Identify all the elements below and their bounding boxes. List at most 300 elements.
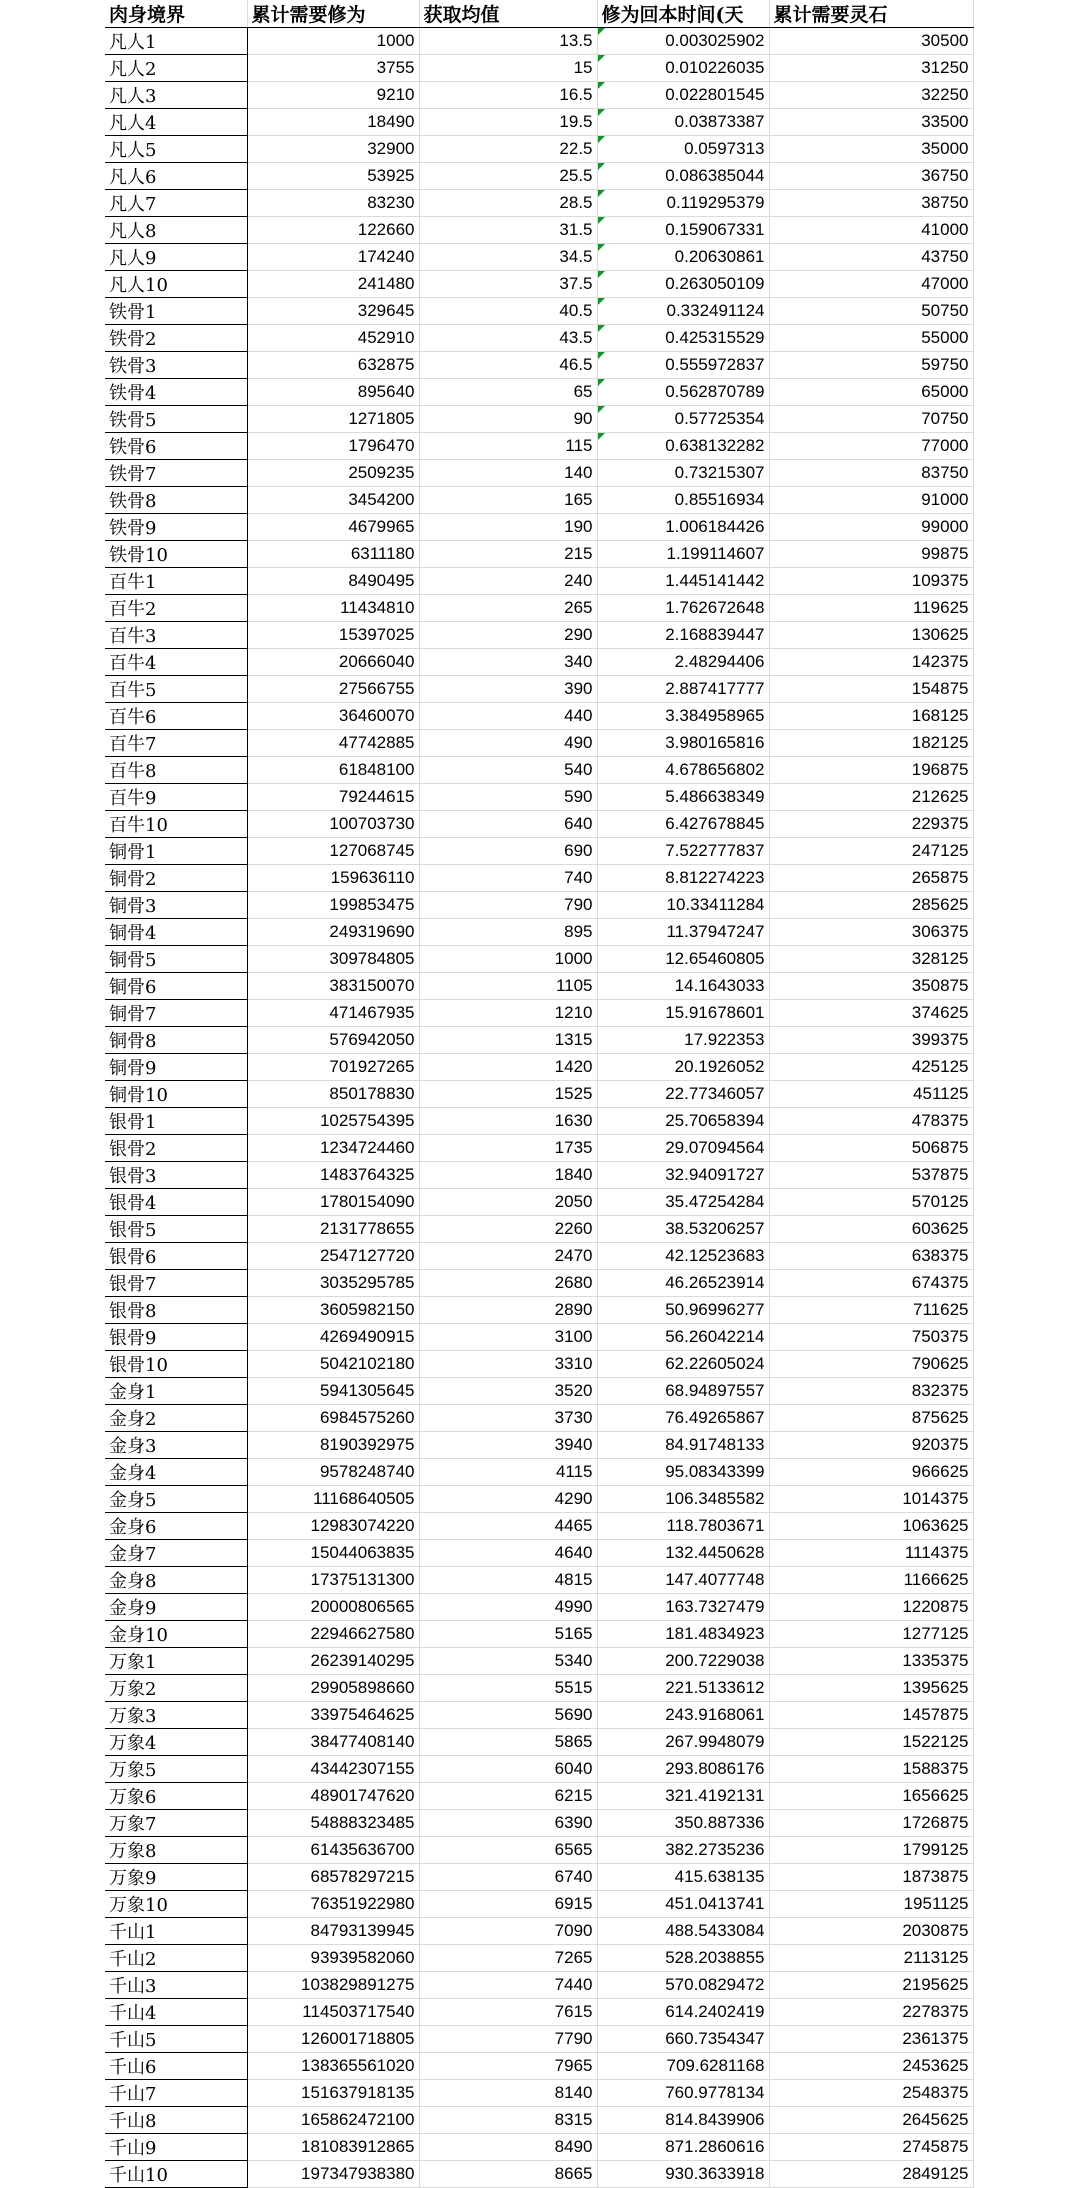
- cell-total-cultivation[interactable]: 3454200: [247, 487, 419, 514]
- cell-average-gain[interactable]: 8140: [419, 2080, 597, 2107]
- cell-payback-days[interactable]: 930.3633918: [597, 2161, 769, 2188]
- cell-payback-days[interactable]: 95.08343399: [597, 1459, 769, 1486]
- cell-total-cultivation[interactable]: 309784805: [247, 946, 419, 973]
- cell-realm[interactable]: 金身2: [105, 1405, 247, 1432]
- cell-payback-days[interactable]: 8.812274223: [597, 865, 769, 892]
- cell-average-gain[interactable]: 4290: [419, 1486, 597, 1513]
- cell-payback-days[interactable]: 50.96996277: [597, 1297, 769, 1324]
- cell-total-cultivation[interactable]: 32900: [247, 136, 419, 163]
- cell-payback-days[interactable]: 0.20630861: [597, 244, 769, 271]
- cell-average-gain[interactable]: 1420: [419, 1054, 597, 1081]
- cell-average-gain[interactable]: 4640: [419, 1540, 597, 1567]
- header-total-cultivation[interactable]: 累计需要修为: [247, 0, 419, 28]
- cell-total-cultivation[interactable]: 471467935: [247, 1000, 419, 1027]
- cell-average-gain[interactable]: 6390: [419, 1810, 597, 1837]
- cell-realm[interactable]: 万象2: [105, 1675, 247, 1702]
- cell-total-cultivation[interactable]: 33975464625: [247, 1702, 419, 1729]
- cell-average-gain[interactable]: 2680: [419, 1270, 597, 1297]
- cell-payback-days[interactable]: 3.384958965: [597, 703, 769, 730]
- cell-total-spirit-stones[interactable]: 2030875: [769, 1918, 973, 1945]
- cell-total-spirit-stones[interactable]: 35000: [769, 136, 973, 163]
- cell-payback-days[interactable]: 2.48294406: [597, 649, 769, 676]
- cell-realm[interactable]: 凡人8: [105, 217, 247, 244]
- cell-realm[interactable]: 银骨1: [105, 1108, 247, 1135]
- cell-realm[interactable]: 铜骨6: [105, 973, 247, 1000]
- cell-total-cultivation[interactable]: 15397025: [247, 622, 419, 649]
- cell-payback-days[interactable]: 614.2402419: [597, 1999, 769, 2026]
- cell-average-gain[interactable]: 2890: [419, 1297, 597, 1324]
- cell-total-cultivation[interactable]: 29905898660: [247, 1675, 419, 1702]
- cell-average-gain[interactable]: 5690: [419, 1702, 597, 1729]
- cell-total-cultivation[interactable]: 1483764325: [247, 1162, 419, 1189]
- cell-realm[interactable]: 千山4: [105, 1999, 247, 2026]
- cell-average-gain[interactable]: 34.5: [419, 244, 597, 271]
- cell-total-spirit-stones[interactable]: 1522125: [769, 1729, 973, 1756]
- cell-average-gain[interactable]: 640: [419, 811, 597, 838]
- cell-payback-days[interactable]: 814.8439906: [597, 2107, 769, 2134]
- cell-total-spirit-stones[interactable]: 374625: [769, 1000, 973, 1027]
- cell-total-cultivation[interactable]: 18490: [247, 109, 419, 136]
- cell-realm[interactable]: 百牛1: [105, 568, 247, 595]
- cell-payback-days[interactable]: 14.1643033: [597, 973, 769, 1000]
- cell-payback-days[interactable]: 84.91748133: [597, 1432, 769, 1459]
- cell-payback-days[interactable]: 38.53206257: [597, 1216, 769, 1243]
- cell-total-spirit-stones[interactable]: 130625: [769, 622, 973, 649]
- cell-realm[interactable]: 银骨6: [105, 1243, 247, 1270]
- cell-payback-days[interactable]: 0.03873387: [597, 109, 769, 136]
- cell-payback-days[interactable]: 12.65460805: [597, 946, 769, 973]
- cell-realm[interactable]: 万象8: [105, 1837, 247, 1864]
- cell-total-spirit-stones[interactable]: 1588375: [769, 1756, 973, 1783]
- cell-realm[interactable]: 百牛2: [105, 595, 247, 622]
- cell-average-gain[interactable]: 165: [419, 487, 597, 514]
- cell-average-gain[interactable]: 46.5: [419, 352, 597, 379]
- cell-payback-days[interactable]: 1.006184426: [597, 514, 769, 541]
- cell-average-gain[interactable]: 2470: [419, 1243, 597, 1270]
- cell-payback-days[interactable]: 0.022801545: [597, 82, 769, 109]
- cell-payback-days[interactable]: 1.199114607: [597, 541, 769, 568]
- cell-average-gain[interactable]: 740: [419, 865, 597, 892]
- cell-average-gain[interactable]: 7965: [419, 2053, 597, 2080]
- cell-payback-days[interactable]: 0.555972837: [597, 352, 769, 379]
- cell-total-spirit-stones[interactable]: 168125: [769, 703, 973, 730]
- cell-realm[interactable]: 银骨8: [105, 1297, 247, 1324]
- cell-realm[interactable]: 铜骨4: [105, 919, 247, 946]
- cell-total-cultivation[interactable]: 632875: [247, 352, 419, 379]
- cell-total-cultivation[interactable]: 83230: [247, 190, 419, 217]
- cell-payback-days[interactable]: 25.70658394: [597, 1108, 769, 1135]
- cell-total-spirit-stones[interactable]: 1656625: [769, 1783, 973, 1810]
- cell-total-spirit-stones[interactable]: 2548375: [769, 2080, 973, 2107]
- cell-realm[interactable]: 铜骨10: [105, 1081, 247, 1108]
- cell-realm[interactable]: 凡人1: [105, 28, 247, 55]
- header-realm[interactable]: 肉身境界: [105, 0, 247, 28]
- cell-average-gain[interactable]: 790: [419, 892, 597, 919]
- cell-average-gain[interactable]: 190: [419, 514, 597, 541]
- cell-total-spirit-stones[interactable]: 33500: [769, 109, 973, 136]
- cell-average-gain[interactable]: 1315: [419, 1027, 597, 1054]
- cell-total-cultivation[interactable]: 12983074220: [247, 1513, 419, 1540]
- cell-total-cultivation[interactable]: 61848100: [247, 757, 419, 784]
- cell-average-gain[interactable]: 240: [419, 568, 597, 595]
- cell-payback-days[interactable]: 0.85516934: [597, 487, 769, 514]
- cell-average-gain[interactable]: 5165: [419, 1621, 597, 1648]
- cell-payback-days[interactable]: 321.4192131: [597, 1783, 769, 1810]
- cell-total-spirit-stones[interactable]: 875625: [769, 1405, 973, 1432]
- cell-total-spirit-stones[interactable]: 99875: [769, 541, 973, 568]
- cell-average-gain[interactable]: 3730: [419, 1405, 597, 1432]
- cell-payback-days[interactable]: 350.887336: [597, 1810, 769, 1837]
- cell-average-gain[interactable]: 540: [419, 757, 597, 784]
- cell-average-gain[interactable]: 6565: [419, 1837, 597, 1864]
- cell-total-cultivation[interactable]: 17375131300: [247, 1567, 419, 1594]
- cell-realm[interactable]: 铁骨7: [105, 460, 247, 487]
- cell-total-spirit-stones[interactable]: 47000: [769, 271, 973, 298]
- cell-payback-days[interactable]: 15.91678601: [597, 1000, 769, 1027]
- cell-average-gain[interactable]: 895: [419, 919, 597, 946]
- cell-realm[interactable]: 铜骨9: [105, 1054, 247, 1081]
- cell-total-cultivation[interactable]: 159636110: [247, 865, 419, 892]
- cell-payback-days[interactable]: 6.427678845: [597, 811, 769, 838]
- cell-total-cultivation[interactable]: 4679965: [247, 514, 419, 541]
- cell-total-cultivation[interactable]: 1780154090: [247, 1189, 419, 1216]
- cell-total-cultivation[interactable]: 15044063835: [247, 1540, 419, 1567]
- cell-total-cultivation[interactable]: 5042102180: [247, 1351, 419, 1378]
- cell-average-gain[interactable]: 590: [419, 784, 597, 811]
- cell-payback-days[interactable]: 528.2038855: [597, 1945, 769, 1972]
- cell-payback-days[interactable]: 0.086385044: [597, 163, 769, 190]
- cell-total-cultivation[interactable]: 8490495: [247, 568, 419, 595]
- cell-realm[interactable]: 凡人3: [105, 82, 247, 109]
- cell-realm[interactable]: 百牛9: [105, 784, 247, 811]
- cell-realm[interactable]: 金身8: [105, 1567, 247, 1594]
- cell-total-cultivation[interactable]: 6311180: [247, 541, 419, 568]
- cell-total-spirit-stones[interactable]: 638375: [769, 1243, 973, 1270]
- cell-average-gain[interactable]: 4465: [419, 1513, 597, 1540]
- cell-payback-days[interactable]: 451.0413741: [597, 1891, 769, 1918]
- cell-total-cultivation[interactable]: 895640: [247, 379, 419, 406]
- cell-payback-days[interactable]: 42.12523683: [597, 1243, 769, 1270]
- cell-average-gain[interactable]: 40.5: [419, 298, 597, 325]
- cell-total-cultivation[interactable]: 84793139945: [247, 1918, 419, 1945]
- cell-average-gain[interactable]: 440: [419, 703, 597, 730]
- cell-total-cultivation[interactable]: 1234724460: [247, 1135, 419, 1162]
- cell-realm[interactable]: 万象7: [105, 1810, 247, 1837]
- cell-total-spirit-stones[interactable]: 750375: [769, 1324, 973, 1351]
- cell-average-gain[interactable]: 115: [419, 433, 597, 460]
- cell-realm[interactable]: 银骨5: [105, 1216, 247, 1243]
- cell-total-cultivation[interactable]: 138365561020: [247, 2053, 419, 2080]
- cell-total-cultivation[interactable]: 126001718805: [247, 2026, 419, 2053]
- cell-total-spirit-stones[interactable]: 77000: [769, 433, 973, 460]
- cell-payback-days[interactable]: 22.77346057: [597, 1081, 769, 1108]
- cell-total-spirit-stones[interactable]: 2745875: [769, 2134, 973, 2161]
- cell-payback-days[interactable]: 3.980165816: [597, 730, 769, 757]
- cell-total-cultivation[interactable]: 103829891275: [247, 1972, 419, 1999]
- cell-realm[interactable]: 铁骨8: [105, 487, 247, 514]
- cell-total-spirit-stones[interactable]: 920375: [769, 1432, 973, 1459]
- cell-average-gain[interactable]: 6915: [419, 1891, 597, 1918]
- cell-average-gain[interactable]: 1735: [419, 1135, 597, 1162]
- cell-total-spirit-stones[interactable]: 247125: [769, 838, 973, 865]
- cell-realm[interactable]: 金身7: [105, 1540, 247, 1567]
- cell-average-gain[interactable]: 2260: [419, 1216, 597, 1243]
- cell-realm[interactable]: 百牛4: [105, 649, 247, 676]
- cell-payback-days[interactable]: 0.003025902: [597, 28, 769, 55]
- cell-payback-days[interactable]: 267.9948079: [597, 1729, 769, 1756]
- cell-total-cultivation[interactable]: 36460070: [247, 703, 419, 730]
- cell-total-cultivation[interactable]: 20666040: [247, 649, 419, 676]
- cell-total-cultivation[interactable]: 9210: [247, 82, 419, 109]
- cell-total-cultivation[interactable]: 2509235: [247, 460, 419, 487]
- cell-average-gain[interactable]: 6040: [419, 1756, 597, 1783]
- cell-total-spirit-stones[interactable]: 399375: [769, 1027, 973, 1054]
- cell-average-gain[interactable]: 65: [419, 379, 597, 406]
- cell-total-cultivation[interactable]: 1000: [247, 28, 419, 55]
- cell-total-spirit-stones[interactable]: 70750: [769, 406, 973, 433]
- cell-total-spirit-stones[interactable]: 119625: [769, 595, 973, 622]
- cell-average-gain[interactable]: 43.5: [419, 325, 597, 352]
- cell-realm[interactable]: 银骨4: [105, 1189, 247, 1216]
- cell-realm[interactable]: 金身9: [105, 1594, 247, 1621]
- cell-average-gain[interactable]: 1210: [419, 1000, 597, 1027]
- cell-realm[interactable]: 银骨10: [105, 1351, 247, 1378]
- cell-payback-days[interactable]: 7.522777837: [597, 838, 769, 865]
- cell-payback-days[interactable]: 11.37947247: [597, 919, 769, 946]
- cell-payback-days[interactable]: 0.119295379: [597, 190, 769, 217]
- cell-average-gain[interactable]: 5515: [419, 1675, 597, 1702]
- cell-total-cultivation[interactable]: 2547127720: [247, 1243, 419, 1270]
- cell-average-gain[interactable]: 3940: [419, 1432, 597, 1459]
- cell-payback-days[interactable]: 32.94091727: [597, 1162, 769, 1189]
- cell-total-cultivation[interactable]: 53925: [247, 163, 419, 190]
- cell-realm[interactable]: 凡人5: [105, 136, 247, 163]
- cell-total-cultivation[interactable]: 3755: [247, 55, 419, 82]
- cell-total-spirit-stones[interactable]: 38750: [769, 190, 973, 217]
- cell-realm[interactable]: 百牛5: [105, 676, 247, 703]
- cell-realm[interactable]: 千山10: [105, 2161, 247, 2188]
- cell-average-gain[interactable]: 1840: [419, 1162, 597, 1189]
- cell-payback-days[interactable]: 200.7229038: [597, 1648, 769, 1675]
- cell-average-gain[interactable]: 7440: [419, 1972, 597, 1999]
- cell-total-cultivation[interactable]: 174240: [247, 244, 419, 271]
- cell-total-spirit-stones[interactable]: 1951125: [769, 1891, 973, 1918]
- cell-total-spirit-stones[interactable]: 41000: [769, 217, 973, 244]
- cell-total-spirit-stones[interactable]: 2195625: [769, 1972, 973, 1999]
- cell-total-cultivation[interactable]: 114503717540: [247, 1999, 419, 2026]
- cell-total-spirit-stones[interactable]: 603625: [769, 1216, 973, 1243]
- cell-total-spirit-stones[interactable]: 350875: [769, 973, 973, 1000]
- cell-total-spirit-stones[interactable]: 306375: [769, 919, 973, 946]
- cell-total-cultivation[interactable]: 6984575260: [247, 1405, 419, 1432]
- cell-realm[interactable]: 铁骨10: [105, 541, 247, 568]
- cell-payback-days[interactable]: 4.678656802: [597, 757, 769, 784]
- cell-total-cultivation[interactable]: 54888323485: [247, 1810, 419, 1837]
- cell-payback-days[interactable]: 76.49265867: [597, 1405, 769, 1432]
- cell-total-spirit-stones[interactable]: 31250: [769, 55, 973, 82]
- cell-total-cultivation[interactable]: 127068745: [247, 838, 419, 865]
- cell-total-spirit-stones[interactable]: 1220875: [769, 1594, 973, 1621]
- cell-total-spirit-stones[interactable]: 2645625: [769, 2107, 973, 2134]
- cell-total-spirit-stones[interactable]: 570125: [769, 1189, 973, 1216]
- cell-total-spirit-stones[interactable]: 1063625: [769, 1513, 973, 1540]
- cell-total-cultivation[interactable]: 3035295785: [247, 1270, 419, 1297]
- cell-total-spirit-stones[interactable]: 711625: [769, 1297, 973, 1324]
- cell-payback-days[interactable]: 10.33411284: [597, 892, 769, 919]
- cell-payback-days[interactable]: 56.26042214: [597, 1324, 769, 1351]
- cell-realm[interactable]: 铁骨4: [105, 379, 247, 406]
- cell-payback-days[interactable]: 570.0829472: [597, 1972, 769, 1999]
- cell-total-cultivation[interactable]: 79244615: [247, 784, 419, 811]
- cell-payback-days[interactable]: 181.4834923: [597, 1621, 769, 1648]
- cell-total-spirit-stones[interactable]: 1335375: [769, 1648, 973, 1675]
- cell-total-spirit-stones[interactable]: 1014375: [769, 1486, 973, 1513]
- cell-average-gain[interactable]: 7615: [419, 1999, 597, 2026]
- cell-payback-days[interactable]: 62.22605024: [597, 1351, 769, 1378]
- cell-average-gain[interactable]: 1000: [419, 946, 597, 973]
- cell-total-spirit-stones[interactable]: 154875: [769, 676, 973, 703]
- cell-total-cultivation[interactable]: 249319690: [247, 919, 419, 946]
- cell-total-cultivation[interactable]: 850178830: [247, 1081, 419, 1108]
- cell-total-spirit-stones[interactable]: 478375: [769, 1108, 973, 1135]
- cell-total-spirit-stones[interactable]: 2113125: [769, 1945, 973, 1972]
- cell-total-spirit-stones[interactable]: 674375: [769, 1270, 973, 1297]
- cell-total-spirit-stones[interactable]: 2278375: [769, 1999, 973, 2026]
- cell-average-gain[interactable]: 4115: [419, 1459, 597, 1486]
- cell-realm[interactable]: 铜骨3: [105, 892, 247, 919]
- cell-payback-days[interactable]: 0.638132282: [597, 433, 769, 460]
- cell-realm[interactable]: 万象6: [105, 1783, 247, 1810]
- cell-realm[interactable]: 铜骨8: [105, 1027, 247, 1054]
- cell-average-gain[interactable]: 31.5: [419, 217, 597, 244]
- cell-payback-days[interactable]: 293.8086176: [597, 1756, 769, 1783]
- cell-realm[interactable]: 金身4: [105, 1459, 247, 1486]
- cell-realm[interactable]: 铁骨1: [105, 298, 247, 325]
- cell-average-gain[interactable]: 265: [419, 595, 597, 622]
- cell-total-cultivation[interactable]: 47742885: [247, 730, 419, 757]
- cell-realm[interactable]: 千山3: [105, 1972, 247, 1999]
- cell-payback-days[interactable]: 1.762672648: [597, 595, 769, 622]
- cell-average-gain[interactable]: 8665: [419, 2161, 597, 2188]
- cell-realm[interactable]: 千山2: [105, 1945, 247, 1972]
- cell-total-spirit-stones[interactable]: 32250: [769, 82, 973, 109]
- cell-average-gain[interactable]: 290: [419, 622, 597, 649]
- cell-average-gain[interactable]: 8315: [419, 2107, 597, 2134]
- cell-average-gain[interactable]: 1105: [419, 973, 597, 1000]
- cell-total-cultivation[interactable]: 576942050: [247, 1027, 419, 1054]
- cell-payback-days[interactable]: 35.47254284: [597, 1189, 769, 1216]
- cell-total-cultivation[interactable]: 61435636700: [247, 1837, 419, 1864]
- cell-total-cultivation[interactable]: 181083912865: [247, 2134, 419, 2161]
- cell-total-spirit-stones[interactable]: 1166625: [769, 1567, 973, 1594]
- cell-payback-days[interactable]: 415.638135: [597, 1864, 769, 1891]
- cell-average-gain[interactable]: 3520: [419, 1378, 597, 1405]
- cell-realm[interactable]: 铁骨2: [105, 325, 247, 352]
- cell-total-cultivation[interactable]: 48901747620: [247, 1783, 419, 1810]
- cell-average-gain[interactable]: 7790: [419, 2026, 597, 2053]
- cell-average-gain[interactable]: 340: [419, 649, 597, 676]
- cell-total-cultivation[interactable]: 452910: [247, 325, 419, 352]
- cell-total-cultivation[interactable]: 100703730: [247, 811, 419, 838]
- cell-total-spirit-stones[interactable]: 30500: [769, 28, 973, 55]
- cell-total-spirit-stones[interactable]: 182125: [769, 730, 973, 757]
- cell-realm[interactable]: 银骨2: [105, 1135, 247, 1162]
- cell-average-gain[interactable]: 6215: [419, 1783, 597, 1810]
- cell-realm[interactable]: 凡人6: [105, 163, 247, 190]
- cell-total-cultivation[interactable]: 241480: [247, 271, 419, 298]
- cell-average-gain[interactable]: 690: [419, 838, 597, 865]
- cell-total-cultivation[interactable]: 2131778655: [247, 1216, 419, 1243]
- cell-payback-days[interactable]: 0.562870789: [597, 379, 769, 406]
- cell-average-gain[interactable]: 6740: [419, 1864, 597, 1891]
- cell-total-spirit-stones[interactable]: 36750: [769, 163, 973, 190]
- cell-realm[interactable]: 金身6: [105, 1513, 247, 1540]
- cell-average-gain[interactable]: 390: [419, 676, 597, 703]
- cell-realm[interactable]: 银骨9: [105, 1324, 247, 1351]
- cell-average-gain[interactable]: 3310: [419, 1351, 597, 1378]
- cell-payback-days[interactable]: 0.425315529: [597, 325, 769, 352]
- cell-realm[interactable]: 百牛7: [105, 730, 247, 757]
- cell-total-spirit-stones[interactable]: 2361375: [769, 2026, 973, 2053]
- cell-total-cultivation[interactable]: 1025754395: [247, 1108, 419, 1135]
- cell-realm[interactable]: 铜骨5: [105, 946, 247, 973]
- cell-total-cultivation[interactable]: 122660: [247, 217, 419, 244]
- cell-realm[interactable]: 千山9: [105, 2134, 247, 2161]
- cell-total-spirit-stones[interactable]: 142375: [769, 649, 973, 676]
- cell-total-cultivation[interactable]: 197347938380: [247, 2161, 419, 2188]
- cell-payback-days[interactable]: 132.4450628: [597, 1540, 769, 1567]
- cell-payback-days[interactable]: 1.445141442: [597, 568, 769, 595]
- cell-total-cultivation[interactable]: 76351922980: [247, 1891, 419, 1918]
- cell-realm[interactable]: 凡人10: [105, 271, 247, 298]
- cell-realm[interactable]: 万象10: [105, 1891, 247, 1918]
- cell-realm[interactable]: 万象1: [105, 1648, 247, 1675]
- cell-total-spirit-stones[interactable]: 109375: [769, 568, 973, 595]
- cell-total-cultivation[interactable]: 93939582060: [247, 1945, 419, 1972]
- cell-payback-days[interactable]: 382.2735236: [597, 1837, 769, 1864]
- cell-total-spirit-stones[interactable]: 2849125: [769, 2161, 973, 2188]
- cell-total-spirit-stones[interactable]: 196875: [769, 757, 973, 784]
- cell-total-spirit-stones[interactable]: 451125: [769, 1081, 973, 1108]
- cell-total-cultivation[interactable]: 5941305645: [247, 1378, 419, 1405]
- cell-realm[interactable]: 金身10: [105, 1621, 247, 1648]
- cell-total-cultivation[interactable]: 199853475: [247, 892, 419, 919]
- cell-total-spirit-stones[interactable]: 1726875: [769, 1810, 973, 1837]
- cell-total-spirit-stones[interactable]: 91000: [769, 487, 973, 514]
- cell-total-cultivation[interactable]: 11434810: [247, 595, 419, 622]
- cell-average-gain[interactable]: 7265: [419, 1945, 597, 1972]
- cell-total-spirit-stones[interactable]: 59750: [769, 352, 973, 379]
- cell-payback-days[interactable]: 29.07094564: [597, 1135, 769, 1162]
- cell-payback-days[interactable]: 760.9778134: [597, 2080, 769, 2107]
- cell-total-spirit-stones[interactable]: 1799125: [769, 1837, 973, 1864]
- cell-payback-days[interactable]: 68.94897557: [597, 1378, 769, 1405]
- cell-average-gain[interactable]: 19.5: [419, 109, 597, 136]
- cell-total-cultivation[interactable]: 151637918135: [247, 2080, 419, 2107]
- cell-total-spirit-stones[interactable]: 229375: [769, 811, 973, 838]
- cell-average-gain[interactable]: 3100: [419, 1324, 597, 1351]
- cell-payback-days[interactable]: 709.6281168: [597, 2053, 769, 2080]
- cell-realm[interactable]: 金身3: [105, 1432, 247, 1459]
- cell-payback-days[interactable]: 0.263050109: [597, 271, 769, 298]
- cell-total-spirit-stones[interactable]: 832375: [769, 1378, 973, 1405]
- cell-realm[interactable]: 千山8: [105, 2107, 247, 2134]
- cell-total-spirit-stones[interactable]: 83750: [769, 460, 973, 487]
- cell-total-spirit-stones[interactable]: 265875: [769, 865, 973, 892]
- cell-total-spirit-stones[interactable]: 425125: [769, 1054, 973, 1081]
- cell-payback-days[interactable]: 5.486638349: [597, 784, 769, 811]
- cell-realm[interactable]: 万象5: [105, 1756, 247, 1783]
